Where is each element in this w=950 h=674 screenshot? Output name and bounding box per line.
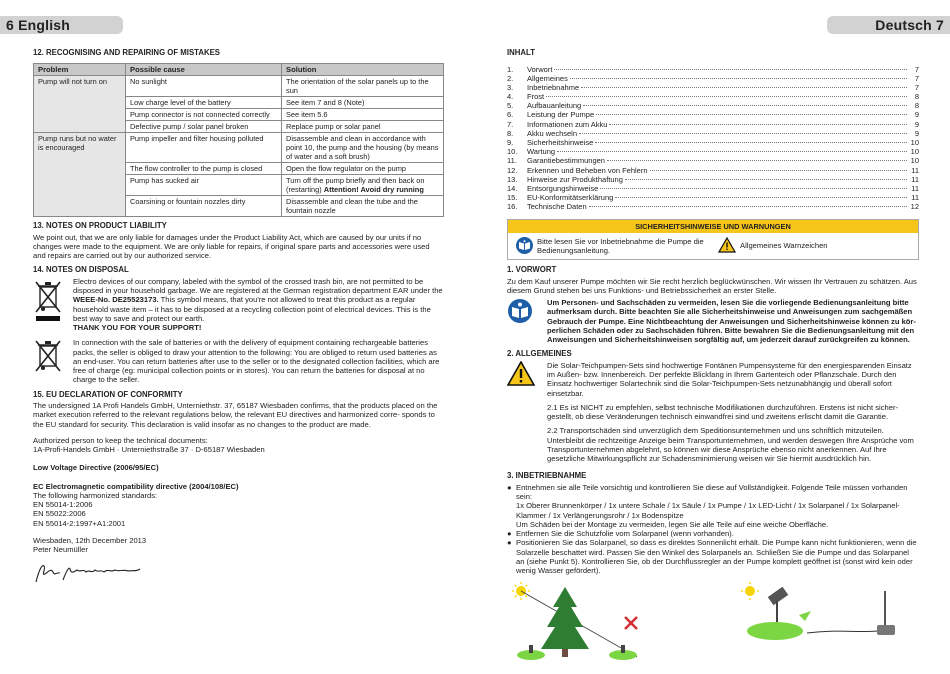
toc-item-page: 9 [914,119,919,129]
toc-item-title: Frost [527,92,545,102]
toc-item-number: 16. [507,202,518,212]
toc-leader-dots [546,96,907,97]
toc-item-number: 1. [507,64,514,74]
inbetriebnahme-title: 3. INBETRIEBNAHME [507,471,587,481]
toc-leader-dots [609,124,907,125]
bullet-glyph: ● [507,538,512,548]
table-row [34,132,444,162]
toc-item [507,138,919,147]
section-14-title: 14. NOTES ON DISPOSAL [33,265,129,275]
toc-leader-dots [570,78,907,79]
toc-item-number: 8. [507,128,514,138]
toc-item [507,65,919,74]
toc-item [507,184,919,193]
read-manual-icon [516,237,533,254]
toc-item-page: 9 [914,128,919,138]
toc-item-number: 7. [507,119,514,129]
table-cell-solution [282,175,444,196]
toc-item-page: 7 [914,64,919,74]
toc-item-number: 12. [507,165,518,175]
toc-item-page: 11 [911,165,919,175]
toc-item-title: Erkennen und Beheben von Fehlern [527,165,648,175]
bullet-glyph: ● [507,482,512,492]
toc-item-title: Entsorgungshinweise [527,183,599,193]
toc-item-title: Allgemeines [527,73,568,83]
section-15-text: The undersigned 1A Profi Handels GmbH, Unterniethstr. 37, 65187 Wiesbaden confirms, that the products placed on the market execution referred to the relevant regulations below, the relevant EU directives and harmonized corre- sponds to the EU standard for security. This declaration is valid insofar as no changes to the product are made. [33,401,438,429]
toc-item-page: 11 [911,193,919,203]
parts-note: Um Schäden bei der Montage zu vermeiden, legen Sie alle Teile auf eine weiche Oberfläche. [516,519,829,529]
mistakes-table [33,63,444,218]
table-header-cause: Possible cause [126,63,282,75]
table-cell-cause: The flow controller to the pump is closed [126,163,282,175]
toc-item [507,110,919,119]
emc-directive: EC Electromagnetic compatibility directive (2004/108/EC) [33,481,239,491]
toc-leader-dots [583,105,907,106]
toc-leader-dots [579,133,907,134]
table-cell-cause: Pump has sucked air [126,175,282,196]
section-13-title: 13. NOTES ON PRODUCT LIABILITY [33,221,167,231]
warning-icon [718,237,736,255]
section-13-text: We point out, that we are only liable for damages under the Product Liability Act, which are caused by our units if no changes were made to the equipment. We are only liable for repairs, if original spare parts and accessories were used and repairs are carried out by our authorized service. [33,232,430,261]
inbetriebnahme-step-2: Entfernen Sie die Schutzfolie vom Solarpanel (wenn vorhanden). [516,529,734,539]
toc-item-page: 9 [914,110,919,120]
toc-item-number: 4. [507,92,514,102]
table-cell-solution: Disassemble and clean in accordance with point 10, the pump and the housing (by means of water and a soft brush) [282,132,444,162]
vorwort-text: Zu dem Kauf unserer Pumpe möchten wir Sie recht herzlich beglückwünschen. Wir wissen Ihr Vertrauen zu schätzen. Aus diesem Grund stehen bei uns Funktions- und Betriebssicherheit an erster Stelle. [507,276,917,295]
tree-icon [541,587,589,657]
toc-title: INHALT [507,48,536,57]
authorized-line-1: Authorized person to keep the technical documents: [33,435,208,445]
table-cell-solution: Open the flow regulator on the pump [282,163,444,175]
toc-item-title: Akku wechseln [527,128,578,138]
standard-item: EN 55014-1:2006 [33,500,93,510]
left-column [33,48,443,586]
list-item [507,538,919,575]
page-header-left: 6 English [0,16,123,34]
parts-list: 1x Oberer Brunnenkörper / 1x untere Schale / 1x Säule / 1x Pumpe / 1x LED-Licht / 1x Solarpanel / 1x Solarpanel- Klammer / 1x Verlängerungsrohr / 1x Bodenspitze [516,501,900,520]
toc-leader-dots [615,197,907,198]
table-cell-cause: Coarsining or fountain nozzles dirty [126,196,282,217]
toc-item-title: Leistung der Pumpe [527,110,595,120]
table-cell-problem: Pump will not turn on [34,75,126,132]
toc-item-title: Inbetriebnahme [527,82,580,92]
toc-item-number: 13. [507,174,518,184]
toc-item [507,166,919,175]
toc-item-page: 7 [914,73,919,83]
table-header-problem: Problem [34,63,126,75]
toc-item [507,193,919,202]
toc-leader-dots [596,114,907,115]
solution-text: Turn off the pump briefly and then back on (restarting) [286,176,425,195]
toc-leader-dots [557,151,907,152]
toc-item-number: 10. [507,147,518,157]
bullet-glyph: ● [507,529,512,539]
authorized-line-2: 1A-Profi-Handels GmbH · Unterniethstraße 37 · D-65187 Wiesbaden [33,445,265,455]
section-12-title: 12. RECOGNISING AND REPAIRING OF MISTAKES [33,48,220,57]
toc-item-number: 15. [507,193,518,203]
toc-item-title: EU-Konformitätserklärung [527,193,614,203]
inbetriebnahme-step-3: Positionieren Sie das Solarpanel, so dass es direktes Sonnenlicht erhält. Die Pumpe kann nicht funktionieren, wenn die Solarzelle beschattet wird. Passen Sie den Winkel des Solarpanels an. Schließen Sie die Pumpe und das Solarpanel an (siehe Punkt 5). Kontrollieren Sie, ob der Durchflussregler an der Pumpe komplett geöffnet ist (sonst wird kein oder wenig Wasser gefördert). [516,538,917,576]
installation-illustration [507,581,919,674]
vorwort-title: 1. VORWORT [507,265,557,275]
toc-item [507,147,919,156]
toc-item [507,101,919,110]
table-header-solution: Solution [282,63,444,75]
toc-item [507,129,919,138]
allgemeines-2-2: 2.2 Transportschäden sind unverzüglich dem Speditionsunternehmen und uns schriftlich mitzuteilen. Unterbleibt die rechtzeitige Anzeige beim Transportunternehmen, und werden deswegen Ihre Ansprüche vom Transportunternehmen abgelehnt, so können wir diese Ansprüche ebenso nicht anerkennen. Auf Ihre gesetzliche Mitwirkungspflicht zur Schadensminimierung weisen wir Sie hiermit ausdrücklich hin. [547,426,914,464]
toc-item-title: Hinweise zur Produkthaftung [527,174,623,184]
allgemeines-text: Die Solar-Teichpumpen-Sets sind hochwertige Fontänen Pumpensysteme für den energiesparenden Einsatz im Außen- bzw. Innenbereich. Der perfekte Blickfang in Ihrem Gartenteich oder Pflanzschale. Durch den Einsatz hochwertiger Solartechnik sind die Solar-Teichpumpen-Sets netzunabhängig und überall sofort einsetzbar. [547,360,912,398]
toc-item-page: 10 [910,138,919,147]
toc-leader-dots [650,170,907,171]
harmonized-standards-title: The following harmonized standards: [33,490,158,500]
toc-item [507,74,919,83]
toc-item-number: 3. [507,82,514,92]
page-header-right: Deutsch 7 [827,16,950,34]
table-cell-cause: No sunlight [126,75,282,96]
right-column [507,48,919,674]
toc-item [507,156,919,165]
thank-you-text: THANK YOU FOR YOUR SUPPORT! [73,323,202,333]
table-of-contents [507,65,919,212]
safety-heading: SICHERHEITSHINWEISE UND WARNUNGEN [508,220,918,233]
table-cell-solution: See item 7 and 8 (Note) [282,96,444,108]
toc-item-title: Aufbauanleitung [527,101,582,111]
toc-item-title: Garantiebestimmungen [527,156,605,166]
toc-item-title: Sicherheitshinweise [527,138,594,147]
toc-item [507,175,919,184]
toc-item-title: Informationen zum Akku [527,119,608,129]
toc-item-page: 10 [910,156,919,166]
table-cell-cause: Pump impeller and filter housing polluted [126,132,282,162]
toc-item-title: Vorwort [527,64,553,74]
inbetriebnahme-step-1: Entnehmen sie alle Teile vorsichtig und kontrollieren Sie diese auf Vollständigkeit. Folgende Teile müssen vorhanden sein: [516,482,908,502]
table-cell-solution: Disassemble and clean the tube and the fountain nozzle [282,196,444,217]
toc-leader-dots [595,142,907,143]
standard-item: EN 55014-2:1997+A1:2001 [33,518,126,528]
low-voltage-directive: Low Voltage Directive (2006/95/EC) [33,463,159,473]
signer-name: Peter Neumüller [33,545,88,555]
toc-item-number: 14. [507,183,518,193]
safety-box [507,219,919,261]
disposal-battery-text: In connection with the sale of batteries or with the delivery of equipment containing rechargeable batteries packs, the seller is obliged to draw your attention to the following: You are obliged to return used batteries as an end-user. You can return batteries after use to the seller or to the designated collection facilities, which are free of charge (eg: municipal collection points or in stores). You can return the batteries for disposal at no charge to the seller. [73,338,440,385]
general-warning-text: Allgemeines Warnzeichen [740,241,828,251]
disposal-electro-text [73,277,443,323]
cross-icon [625,617,637,629]
vorwort-warning-text: Um Personen- und Sachschäden zu vermeiden, lesen Sie die vorliegende Bedienungsanleitung bitte aufmerksam durch. Bitte beachten Sie alle Sicherheitshinweise und Anweisungen zum sachgemäßen Gebrauch der Pumpe. Eine Nichtbeachtung der Anweisungen und Sicherheitshinweise können zu kör- perlichen Schäden oder zu Sachschäden führen. Bitte bewahren Sie die Bedienungsanleitung mit den Anweisungen und Sicherheitshinweisen sorgfältig auf, um jederzeit darauf zurückgreifen zu können. [547,298,916,345]
toc-item [507,83,919,92]
sun-icon [741,582,759,600]
toc-leader-dots [600,188,907,189]
warning-icon [507,361,541,464]
table-cell-cause: Pump connector is not connected correctly [126,108,282,120]
pump-icon [807,591,895,635]
table-cell-problem: Pump runs but no water is encouraged [34,132,126,216]
toc-item [507,120,919,129]
standard-item: EN 55022:2006 [33,509,86,519]
weee-number: WEEE-No. DE25523173. [73,295,159,305]
toc-item-title: Wartung [527,147,556,157]
crossed-bin-icon [33,277,67,333]
toc-item-page: 8 [914,101,919,111]
toc-item-page: 7 [914,82,919,92]
list-item [507,483,919,529]
toc-item-number: 2. [507,73,514,83]
toc-item-number: 11. [507,156,517,166]
table-cell-cause: Defective pump / solar panel broken [126,120,282,132]
toc-leader-dots [581,87,907,88]
read-manual-icon [507,298,541,344]
toc-item-page: 12 [910,202,919,212]
toc-item-title: Technische Daten [527,202,587,212]
dry-running-warning: Attention! Avoid dry running [323,185,424,195]
disposal-text-a: Electro devices of our company, labeled with the symbol of the crossed trash bin, are not permitted to be disposed in your household garbage. We are registered at the German registration department EAR under the [73,276,443,296]
read-manual-text: Bitte lesen Sie vor Inbetriebnahme die Pumpe die Bedienungsanleitung. [537,236,704,255]
table-cell-cause: Low charge level of the battery [126,96,282,108]
table-cell-solution: Replace pump or solar panel [282,120,444,132]
toc-item-number: 5. [507,101,514,111]
toc-item [507,202,919,211]
battery-bin-icon [33,338,67,384]
table-cell-solution: The orientation of the solar panels up to the sun [282,75,444,96]
toc-item [507,92,919,101]
allgemeines-title: 2. ALLGEMEINES [507,349,572,359]
section-15-title: 15. EU DECLARATION OF CONFORMITY [33,389,183,399]
date-line: Wiesbaden, 12th December 2013 [33,535,147,545]
toc-leader-dots [589,206,907,207]
toc-item-page: 8 [914,92,919,102]
toc-leader-dots [625,179,907,180]
toc-item-page: 11 [911,183,919,193]
toc-item-number: 9. [507,138,514,147]
toc-leader-dots [554,69,907,70]
toc-item-page: 11 [911,174,919,184]
signature-image [33,560,143,586]
allgemeines-2-1: 2.1 Es ist NICHT zu empfehlen, selbst technische Modifikationen durchzuführen. Erstens ist nicht sicher- gestellt, ob diese Veränderungen technisch einwandfrei sind und zweitens erlischt damit die Garantie. [547,402,899,422]
toc-item-page: 10 [910,147,919,157]
table-row [34,75,444,96]
disposal-text-b: This symbol means, that you're not allowed to treat this product as a regular household waste item – it has to be disposed at a recycling collection point of electrical devices. This is the best way to save and protect our earth. [73,295,431,323]
table-cell-solution: See item 5.6 [282,108,444,120]
toc-item-number: 6. [507,110,514,120]
toc-leader-dots [607,160,907,161]
list-item [507,529,919,538]
